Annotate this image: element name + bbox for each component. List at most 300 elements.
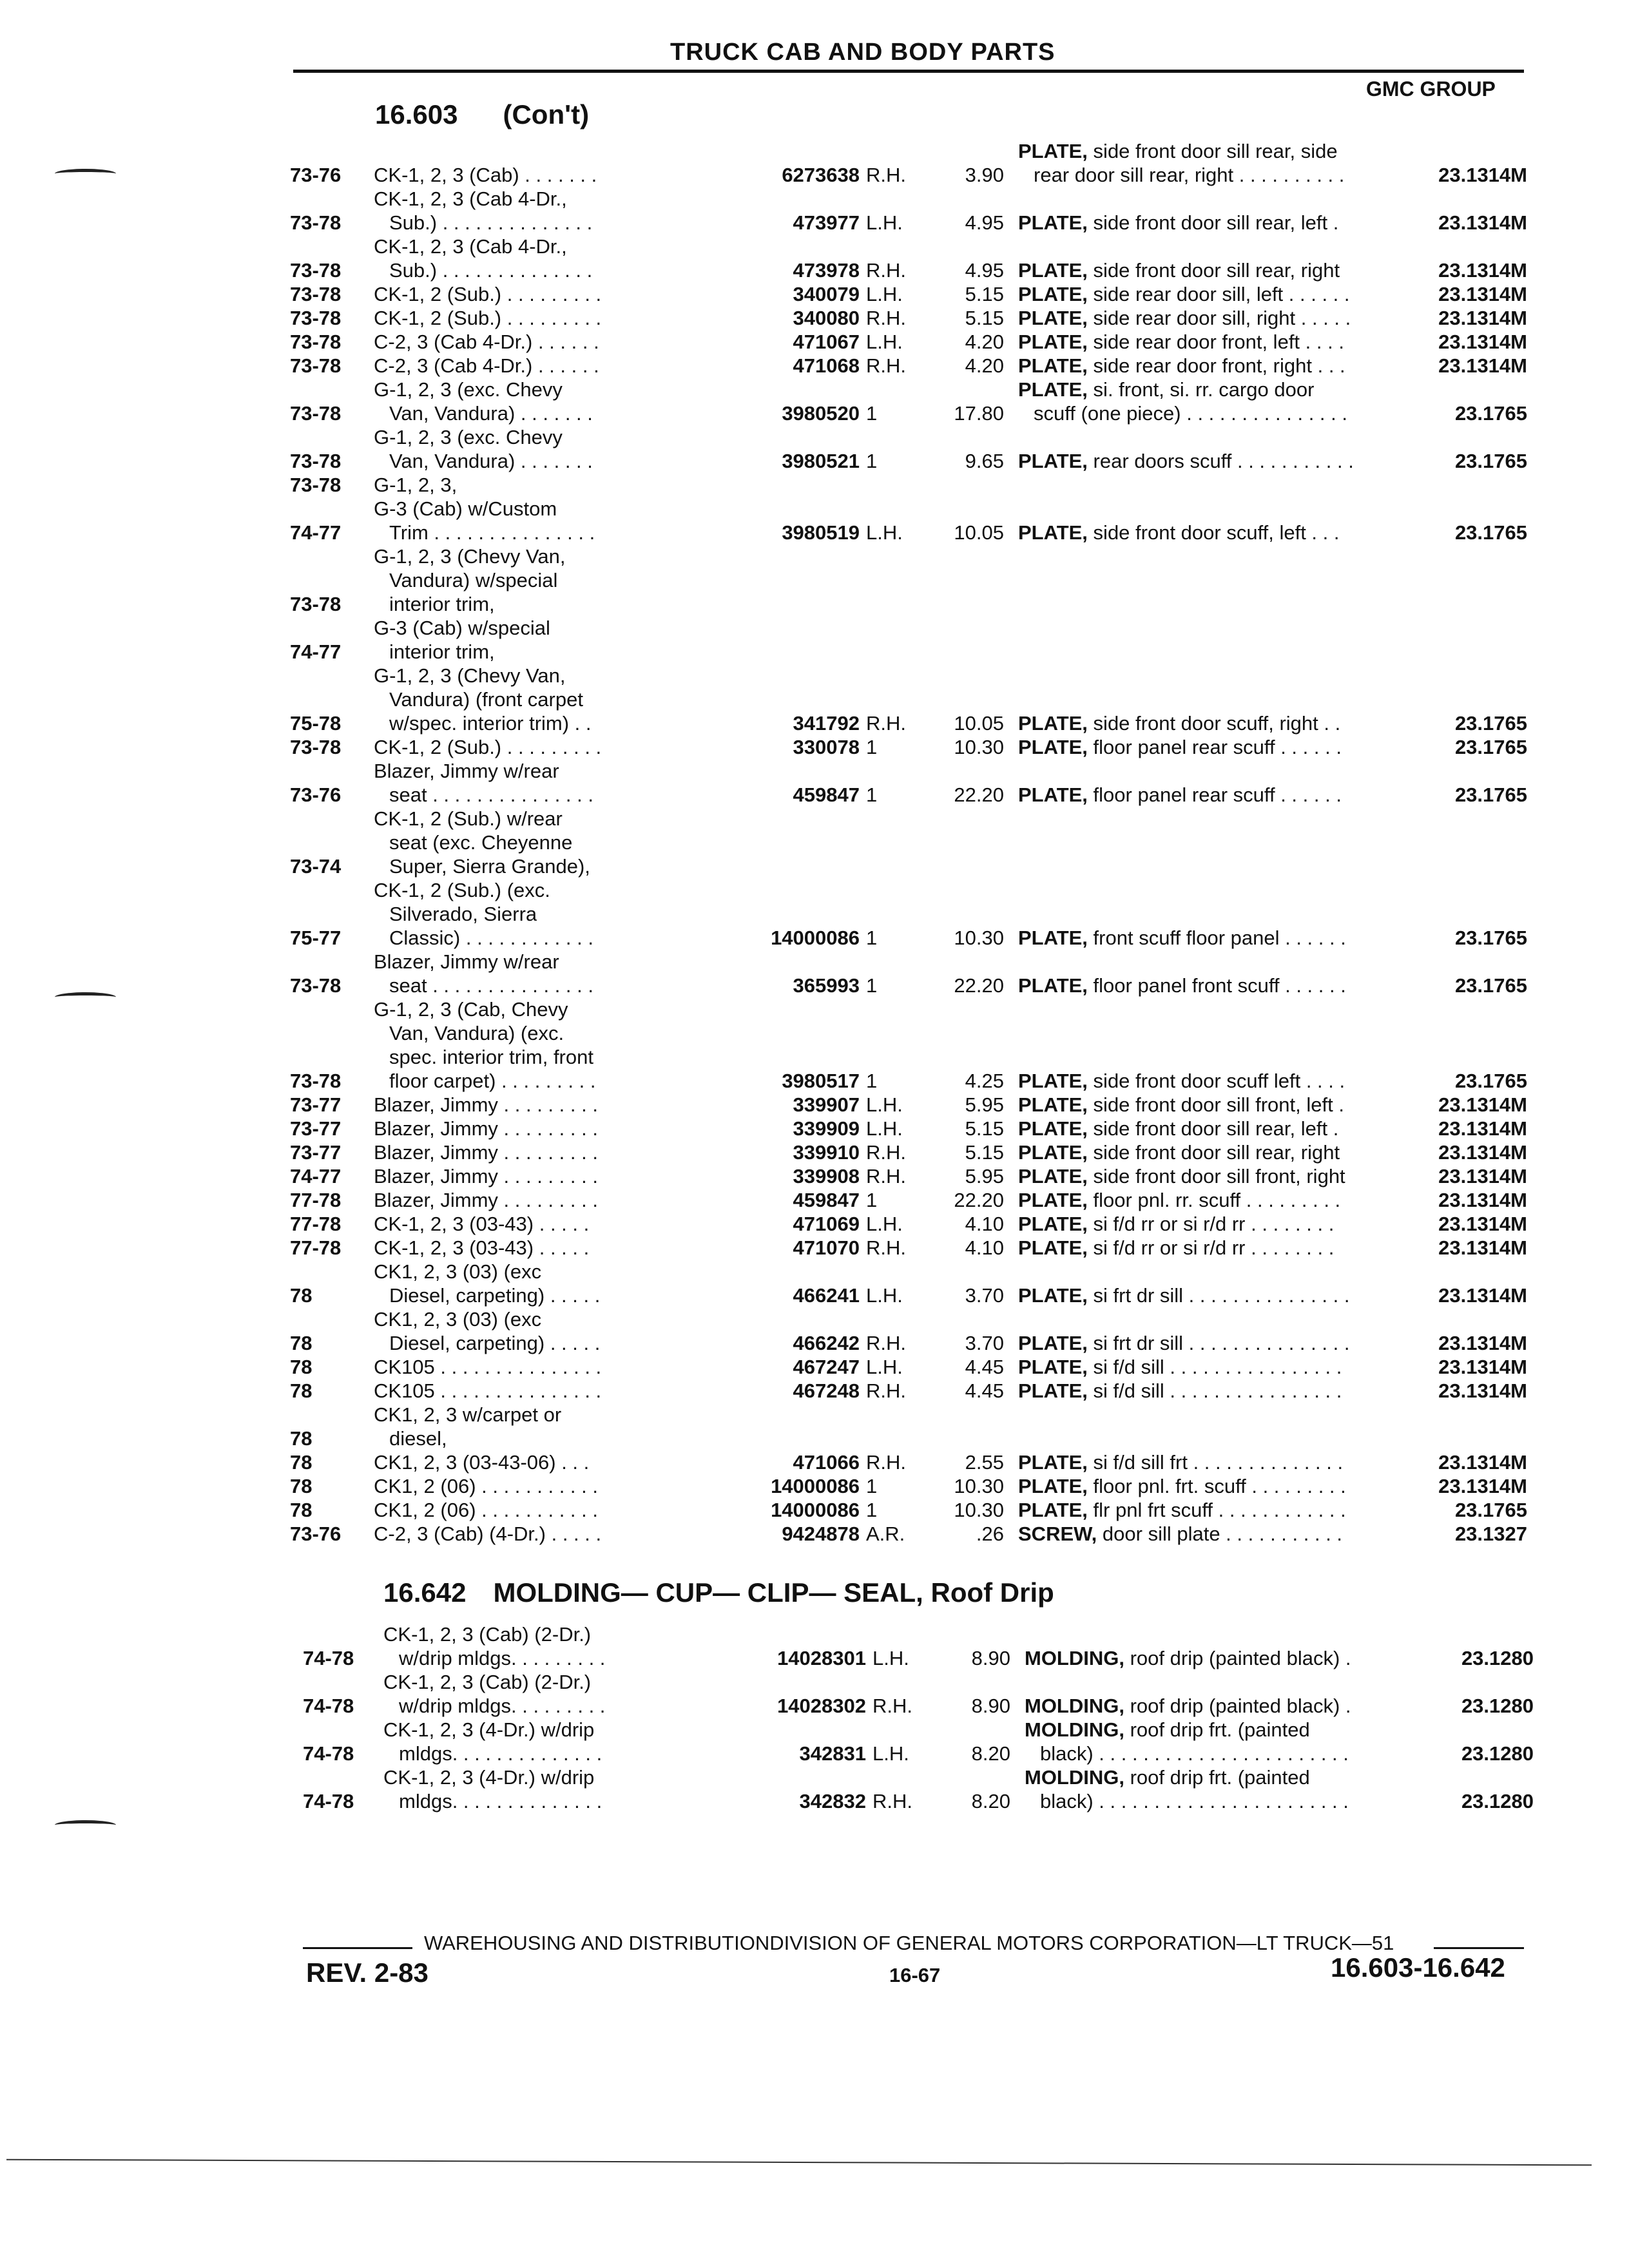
model-line: interior trim, xyxy=(389,593,495,615)
price: 10.30 xyxy=(954,1475,1004,1497)
part-name: PLATE, xyxy=(1018,1117,1088,1140)
description-text: si f/d sill frt . . . . . . . . . . . . . . xyxy=(1087,1451,1344,1474)
part-number: 3980517 xyxy=(782,1070,860,1092)
part-number: 339908 xyxy=(793,1165,860,1187)
description-text: si. front, si. rr. cargo door xyxy=(1087,378,1315,401)
price: 5.15 xyxy=(965,1117,1004,1140)
model-application xyxy=(374,1260,741,1307)
part-description xyxy=(1018,282,1437,306)
description-line xyxy=(1018,306,1437,330)
model-line: Blazer, Jimmy w/rear xyxy=(374,760,559,782)
part-number: 14028301 xyxy=(777,1647,866,1669)
parts-entry xyxy=(290,1117,1527,1140)
price: 10.05 xyxy=(954,712,1004,735)
model-year: 73-78 xyxy=(290,450,342,472)
model-line: CK-1, 2 (Sub.) . . . . . . . . . xyxy=(374,283,602,305)
description-text: roof drip (painted black) . xyxy=(1124,1695,1351,1717)
parts-entry xyxy=(290,282,1527,306)
part-name: PLATE, xyxy=(1018,307,1088,329)
part-description xyxy=(1018,1188,1437,1212)
part-number: 467247 xyxy=(793,1356,860,1378)
parts-entry xyxy=(290,1670,1534,1718)
footer-text: WAREHOUSING AND DISTRIBUTIONDIVISION OF GENERAL MOTORS CORPORATION—LT TRUCK—51 xyxy=(424,1932,1394,1954)
part-name: PLATE, xyxy=(1018,378,1088,401)
price: 10.30 xyxy=(954,1499,1004,1521)
description-line xyxy=(1018,1236,1437,1260)
model-line: G-1, 2, 3 (Cab, Chevy xyxy=(374,998,568,1021)
description-text: si frt dr sill . . . . . . . . . . . . . . . xyxy=(1087,1284,1350,1307)
model-line: mldgs. . . . . . . . . . . . . . xyxy=(399,1742,602,1765)
parts-entry xyxy=(290,1355,1527,1379)
parts-entry xyxy=(290,616,1527,664)
quantity: R.H. xyxy=(866,1379,906,1402)
parts-entry xyxy=(290,544,1527,616)
description-line xyxy=(1018,1117,1437,1140)
model-year: 73-76 xyxy=(290,783,342,806)
part-name: PLATE, xyxy=(1018,521,1088,544)
group-code: 23.1314M xyxy=(1438,1284,1527,1307)
group-code: 23.1314M xyxy=(1438,1332,1527,1354)
model-year: 73-78 xyxy=(290,593,342,615)
part-description xyxy=(1018,974,1437,997)
group-code: 23.1314M xyxy=(1438,1379,1527,1402)
part-number: 340079 xyxy=(793,283,860,305)
quantity: 1 xyxy=(866,450,878,472)
price: 4.20 xyxy=(965,331,1004,353)
part-number: 339907 xyxy=(793,1093,860,1116)
quantity: R.H. xyxy=(866,1332,906,1354)
description-text: side front door scuff left . . . . xyxy=(1087,1070,1345,1092)
part-name: PLATE, xyxy=(1018,1475,1088,1497)
model-line: Blazer, Jimmy w/rear xyxy=(374,950,559,973)
part-description xyxy=(1018,711,1437,735)
parts-entry xyxy=(290,497,1527,544)
parts-entry xyxy=(290,235,1527,282)
model-application xyxy=(374,1093,741,1117)
model-year: 73-78 xyxy=(290,331,342,353)
part-description xyxy=(1018,1450,1437,1474)
model-year: 73-78 xyxy=(290,402,342,425)
group-code: 23.1314M xyxy=(1438,307,1527,329)
part-name: PLATE, xyxy=(1018,1141,1088,1164)
model-application xyxy=(374,544,741,616)
group-code: 23.1314M xyxy=(1438,1356,1527,1378)
part-description xyxy=(1018,1093,1437,1117)
model-line: seat (exc. Cheyenne xyxy=(389,831,573,854)
description-text: side front door scuff, right . . xyxy=(1087,712,1341,735)
parts-entry xyxy=(290,378,1527,425)
part-name: PLATE, xyxy=(1018,259,1088,282)
part-number: 3980521 xyxy=(782,450,860,472)
group-code: 23.1280 xyxy=(1461,1647,1534,1669)
model-line: G-1, 2, 3 (Chevy Van, xyxy=(374,664,566,687)
model-application xyxy=(383,1718,744,1765)
model-line: Blazer, Jimmy . . . . . . . . . xyxy=(374,1093,598,1116)
price: 8.20 xyxy=(971,1742,1010,1765)
revision-label: REV. 2-83 xyxy=(306,1957,429,1988)
section-2-heading xyxy=(383,1577,1054,1608)
description-line xyxy=(1018,163,1437,187)
model-application xyxy=(374,473,741,497)
description-text: si f/d rr or si r/d rr . . . . . . . . xyxy=(1087,1236,1335,1259)
group-code: 23.1765 xyxy=(1454,1499,1527,1521)
description-text: si frt dr sill . . . . . . . . . . . . . . . xyxy=(1087,1332,1350,1354)
model-application xyxy=(383,1670,744,1718)
part-name: PLATE, xyxy=(1018,354,1088,377)
price: 8.90 xyxy=(971,1647,1010,1669)
quantity: L.H. xyxy=(866,211,903,234)
model-year: 73-78 xyxy=(290,974,342,997)
quantity: 1 xyxy=(866,1499,878,1521)
binder-hole-mark xyxy=(55,992,116,1002)
price: 10.30 xyxy=(954,927,1004,949)
model-year: 73-78 xyxy=(290,259,342,282)
model-line: Classic) . . . . . . . . . . . . xyxy=(389,927,593,949)
description-line xyxy=(1018,282,1437,306)
price: 2.55 xyxy=(965,1451,1004,1474)
description-line xyxy=(1025,1765,1443,1789)
model-line: Diesel, carpeting) . . . . . xyxy=(389,1284,601,1307)
model-line: w/drip mldgs. . . . . . . . . xyxy=(399,1647,606,1669)
model-line: Blazer, Jimmy . . . . . . . . . xyxy=(374,1165,598,1187)
part-number: 471070 xyxy=(793,1236,860,1259)
model-year: 78 xyxy=(290,1427,313,1450)
model-application xyxy=(374,1403,741,1450)
description-line xyxy=(1018,926,1437,950)
price: 9.65 xyxy=(965,450,1004,472)
model-year: 74-78 xyxy=(303,1695,354,1717)
parts-entry xyxy=(290,1236,1527,1260)
quantity: R.H. xyxy=(866,1141,906,1164)
group-code: 23.1765 xyxy=(1454,736,1527,758)
group-code: 23.1314M xyxy=(1438,1093,1527,1116)
model-application xyxy=(374,735,741,759)
parts-entry xyxy=(290,1522,1527,1546)
description-text: side front door sill rear, left . xyxy=(1087,1117,1339,1140)
price: 3.70 xyxy=(965,1332,1004,1354)
model-application xyxy=(374,807,741,878)
model-year: 73-78 xyxy=(290,354,342,377)
description-line xyxy=(1025,1789,1443,1813)
model-application xyxy=(374,1522,741,1546)
model-year: 78 xyxy=(290,1379,313,1402)
model-line: CK-1, 2 (Sub.) w/rear xyxy=(374,807,563,830)
model-year: 73-74 xyxy=(290,855,342,878)
parts-entry xyxy=(290,1450,1527,1474)
description-text: roof drip frt. (painted xyxy=(1124,1718,1310,1741)
quantity: L.H. xyxy=(866,283,903,305)
model-line: CK1, 2, 3 (03) (exc xyxy=(374,1260,542,1283)
part-description xyxy=(1025,1765,1443,1813)
section-heading xyxy=(375,99,589,130)
part-name: MOLDING, xyxy=(1025,1766,1124,1789)
part-name: PLATE, xyxy=(1018,1451,1088,1474)
description-text: side rear door front, right . . . xyxy=(1087,354,1345,377)
part-number: 14000086 xyxy=(771,1499,860,1521)
parts-entry xyxy=(290,1474,1527,1498)
description-line xyxy=(1018,330,1437,354)
description-text: floor pnl. rr. scuff . . . . . . . . . xyxy=(1087,1189,1341,1211)
description-text: side rear door sill, right . . . . . xyxy=(1087,307,1351,329)
model-application xyxy=(374,330,741,354)
binder-hole-mark xyxy=(55,1820,116,1830)
model-line: diesel, xyxy=(389,1427,447,1450)
model-application xyxy=(374,1212,741,1236)
description-text: flr pnl frt scuff . . . . . . . . . . . . xyxy=(1087,1499,1346,1521)
model-line: CK-1, 2, 3 (Cab 4-Dr., xyxy=(374,187,567,210)
model-line: C-2, 3 (Cab 4-Dr.) . . . . . . xyxy=(374,331,599,353)
price: 5.15 xyxy=(965,307,1004,329)
price: 4.10 xyxy=(965,1213,1004,1235)
model-line: CK1, 2, 3 w/carpet or xyxy=(374,1403,562,1426)
title-rule xyxy=(293,70,1524,73)
parts-entry xyxy=(290,1307,1527,1355)
quantity: R.H. xyxy=(866,712,906,735)
part-name: PLATE, xyxy=(1018,1236,1088,1259)
model-application xyxy=(374,1188,741,1212)
model-line: w/spec. interior trim) . . xyxy=(389,712,592,735)
model-line: seat . . . . . . . . . . . . . . . xyxy=(389,783,593,806)
model-line: Silverado, Sierra xyxy=(389,903,537,925)
parts-entry xyxy=(290,1498,1527,1522)
parts-entry xyxy=(290,664,1527,735)
part-name: PLATE, xyxy=(1018,211,1088,234)
part-number: 467248 xyxy=(793,1379,860,1402)
model-application xyxy=(374,163,741,187)
part-name: PLATE, xyxy=(1018,283,1088,305)
part-number: 330078 xyxy=(793,736,860,758)
model-year: 77-78 xyxy=(290,1236,342,1259)
description-text: floor panel rear scuff . . . . . . xyxy=(1087,783,1342,806)
description-text: roof drip (painted black) . xyxy=(1124,1647,1351,1669)
model-year: 73-77 xyxy=(290,1093,342,1116)
model-application xyxy=(374,616,741,664)
part-description xyxy=(1018,139,1437,187)
group-code: 23.1314M xyxy=(1438,1165,1527,1187)
description-line xyxy=(1018,1093,1437,1117)
description-text: side front door sill rear, right xyxy=(1087,259,1340,282)
model-line: CK-1, 2, 3 (03-43) . . . . . xyxy=(374,1236,590,1259)
group-code: 23.1765 xyxy=(1454,402,1527,425)
part-number: 339910 xyxy=(793,1141,860,1164)
description-line xyxy=(1018,1522,1437,1546)
section-2-title: MOLDING— CUP— CLIP— SEAL, Roof Drip xyxy=(493,1577,1054,1608)
parts-entry xyxy=(290,997,1527,1093)
description-line xyxy=(1025,1718,1443,1742)
parts-entry xyxy=(290,330,1527,354)
binder-hole-mark xyxy=(55,169,116,178)
part-description xyxy=(1018,1379,1437,1403)
price: 4.10 xyxy=(965,1236,1004,1259)
description-line xyxy=(1018,354,1437,378)
model-line: Vandura) w/special xyxy=(389,569,558,591)
quantity: L.H. xyxy=(866,1213,903,1235)
model-line: Van, Vandura) . . . . . . . xyxy=(389,450,593,472)
part-description xyxy=(1018,449,1437,473)
group-code: 23.1314M xyxy=(1438,1189,1527,1211)
group-code: 23.1765 xyxy=(1454,974,1527,997)
model-line: C-2, 3 (Cab) (4-Dr.) . . . . . xyxy=(374,1523,602,1545)
group-code: 23.1765 xyxy=(1454,450,1527,472)
price: 4.20 xyxy=(965,354,1004,377)
group-code: 23.1327 xyxy=(1454,1523,1527,1545)
quantity: L.H. xyxy=(866,1356,903,1378)
parts-entry xyxy=(290,1718,1534,1765)
parts-entry xyxy=(290,735,1527,759)
group-code: 23.1314M xyxy=(1438,211,1527,234)
part-number: 471066 xyxy=(793,1451,860,1474)
model-year: 78 xyxy=(290,1332,313,1354)
group-code: 23.1314M xyxy=(1438,1213,1527,1235)
part-number: 466242 xyxy=(793,1332,860,1354)
part-description xyxy=(1018,735,1437,759)
footer-rule-right xyxy=(1434,1947,1524,1949)
model-line: w/drip mldgs. . . . . . . . . xyxy=(399,1695,606,1717)
description-line xyxy=(1018,139,1437,163)
group-code: 23.1280 xyxy=(1461,1790,1534,1812)
model-year: 73-76 xyxy=(290,164,342,186)
model-line: G-3 (Cab) w/Custom xyxy=(374,497,557,520)
model-year: 78 xyxy=(290,1451,313,1474)
model-line: Trim . . . . . . . . . . . . . . . xyxy=(389,521,595,544)
model-year: 73-77 xyxy=(290,1117,342,1140)
part-name: PLATE, xyxy=(1018,1070,1088,1092)
model-line: floor carpet) . . . . . . . . . xyxy=(389,1070,596,1092)
quantity: 1 xyxy=(866,1070,878,1092)
model-line: G-3 (Cab) w/special xyxy=(374,617,550,639)
model-line: G-1, 2, 3 (Chevy Van, xyxy=(374,545,566,568)
price: 22.20 xyxy=(954,974,1004,997)
part-number: 471067 xyxy=(793,331,860,353)
part-name: PLATE, xyxy=(1018,736,1088,758)
model-year: 73-77 xyxy=(290,1141,342,1164)
model-line: G-1, 2, 3 (exc. Chevy xyxy=(374,426,563,448)
part-number: 473978 xyxy=(793,259,860,282)
part-name: SCREW, xyxy=(1018,1523,1097,1545)
page-title: TRUCK CAB AND BODY PARTS xyxy=(670,39,1055,66)
description-line xyxy=(1018,449,1437,473)
price: 8.20 xyxy=(971,1790,1010,1812)
model-year: 74-77 xyxy=(290,640,342,663)
price: 3.70 xyxy=(965,1284,1004,1307)
part-description xyxy=(1018,1474,1437,1498)
model-year: 74-78 xyxy=(303,1742,354,1765)
group-code: 23.1765 xyxy=(1454,927,1527,949)
description-line xyxy=(1025,1742,1443,1765)
part-name: PLATE, xyxy=(1018,1189,1088,1211)
model-year: 73-78 xyxy=(290,736,342,758)
price: 5.95 xyxy=(965,1093,1004,1116)
part-number: 471068 xyxy=(793,354,860,377)
model-line: Super, Sierra Grande), xyxy=(389,855,590,878)
parts-entry xyxy=(290,1212,1527,1236)
part-number: 14000086 xyxy=(771,927,860,949)
part-name: PLATE, xyxy=(1018,974,1088,997)
part-description xyxy=(1018,1283,1437,1307)
description-line xyxy=(1018,521,1437,544)
part-number: 339909 xyxy=(793,1117,860,1140)
model-year: 74-78 xyxy=(303,1790,354,1812)
page-number: 16-67 xyxy=(889,1964,941,1986)
quantity: R.H. xyxy=(866,259,906,282)
model-line: CK-1, 2, 3 (03-43) . . . . . xyxy=(374,1213,590,1235)
quantity: L.H. xyxy=(866,1284,903,1307)
parts-entry xyxy=(290,1164,1527,1188)
model-application xyxy=(374,187,741,235)
model-line: CK-1, 2 (Sub.) . . . . . . . . . xyxy=(374,307,602,329)
parts-entry xyxy=(290,473,1527,497)
part-name: PLATE, xyxy=(1018,140,1088,162)
model-year: 73-76 xyxy=(290,1523,342,1545)
description-line xyxy=(1018,401,1437,425)
model-application xyxy=(374,354,741,378)
group-code: 23.1314M xyxy=(1438,331,1527,353)
model-application xyxy=(374,235,741,282)
model-application xyxy=(374,282,741,306)
part-name: PLATE, xyxy=(1018,1379,1088,1402)
model-application xyxy=(374,759,741,807)
part-number: 466241 xyxy=(793,1284,860,1307)
group-code: 23.1280 xyxy=(1461,1695,1534,1717)
price: 5.15 xyxy=(965,283,1004,305)
model-line: mldgs. . . . . . . . . . . . . . xyxy=(399,1790,602,1812)
price: 4.95 xyxy=(965,259,1004,282)
model-line: Blazer, Jimmy . . . . . . . . . xyxy=(374,1141,598,1164)
description-text: rear doors scuff . . . . . . . . . . . xyxy=(1087,450,1354,472)
parts-entry xyxy=(290,1140,1527,1164)
part-description xyxy=(1018,330,1437,354)
model-year: 77-78 xyxy=(290,1213,342,1235)
part-description xyxy=(1018,1331,1437,1355)
description-line xyxy=(1018,735,1437,759)
group-code: 23.1314M xyxy=(1438,1475,1527,1497)
part-description xyxy=(1018,211,1437,235)
part-description xyxy=(1025,1646,1443,1670)
model-line: Sub.) . . . . . . . . . . . . . . xyxy=(389,259,593,282)
description-text: side rear door front, left . . . . xyxy=(1087,331,1344,353)
part-description xyxy=(1018,1164,1437,1188)
model-line: CK-1, 2 (Sub.) . . . . . . . . . xyxy=(374,736,602,758)
price: 5.95 xyxy=(965,1165,1004,1187)
model-application xyxy=(374,1498,741,1522)
model-line: seat . . . . . . . . . . . . . . . xyxy=(389,974,593,997)
model-application xyxy=(383,1622,744,1670)
parts-entry xyxy=(290,950,1527,997)
description-line xyxy=(1018,1331,1437,1355)
price: 17.80 xyxy=(954,402,1004,425)
description-line xyxy=(1018,1212,1437,1236)
quantity: R.H. xyxy=(872,1790,912,1812)
description-text: front scuff floor panel . . . . . . xyxy=(1087,927,1346,949)
model-application xyxy=(374,1379,741,1403)
parts-entry xyxy=(290,1188,1527,1212)
part-name: PLATE, xyxy=(1018,450,1088,472)
part-description xyxy=(1018,521,1437,544)
section-number: 16.603 xyxy=(375,99,458,130)
model-line: spec. interior trim, front xyxy=(389,1046,593,1068)
model-year: 73-78 xyxy=(290,211,342,234)
description-text: si f/d rr or si r/d rr . . . . . . . . xyxy=(1087,1213,1335,1235)
part-description xyxy=(1018,1236,1437,1260)
model-year: 73-78 xyxy=(290,1070,342,1092)
model-year: 77-78 xyxy=(290,1189,342,1211)
part-number: 340080 xyxy=(793,307,860,329)
description-text: side front door sill front, right xyxy=(1087,1165,1345,1187)
price: 4.95 xyxy=(965,211,1004,234)
model-line: Vandura) (front carpet xyxy=(389,688,583,711)
group-code: 23.1314M xyxy=(1438,354,1527,377)
part-number: 3980519 xyxy=(782,521,860,544)
